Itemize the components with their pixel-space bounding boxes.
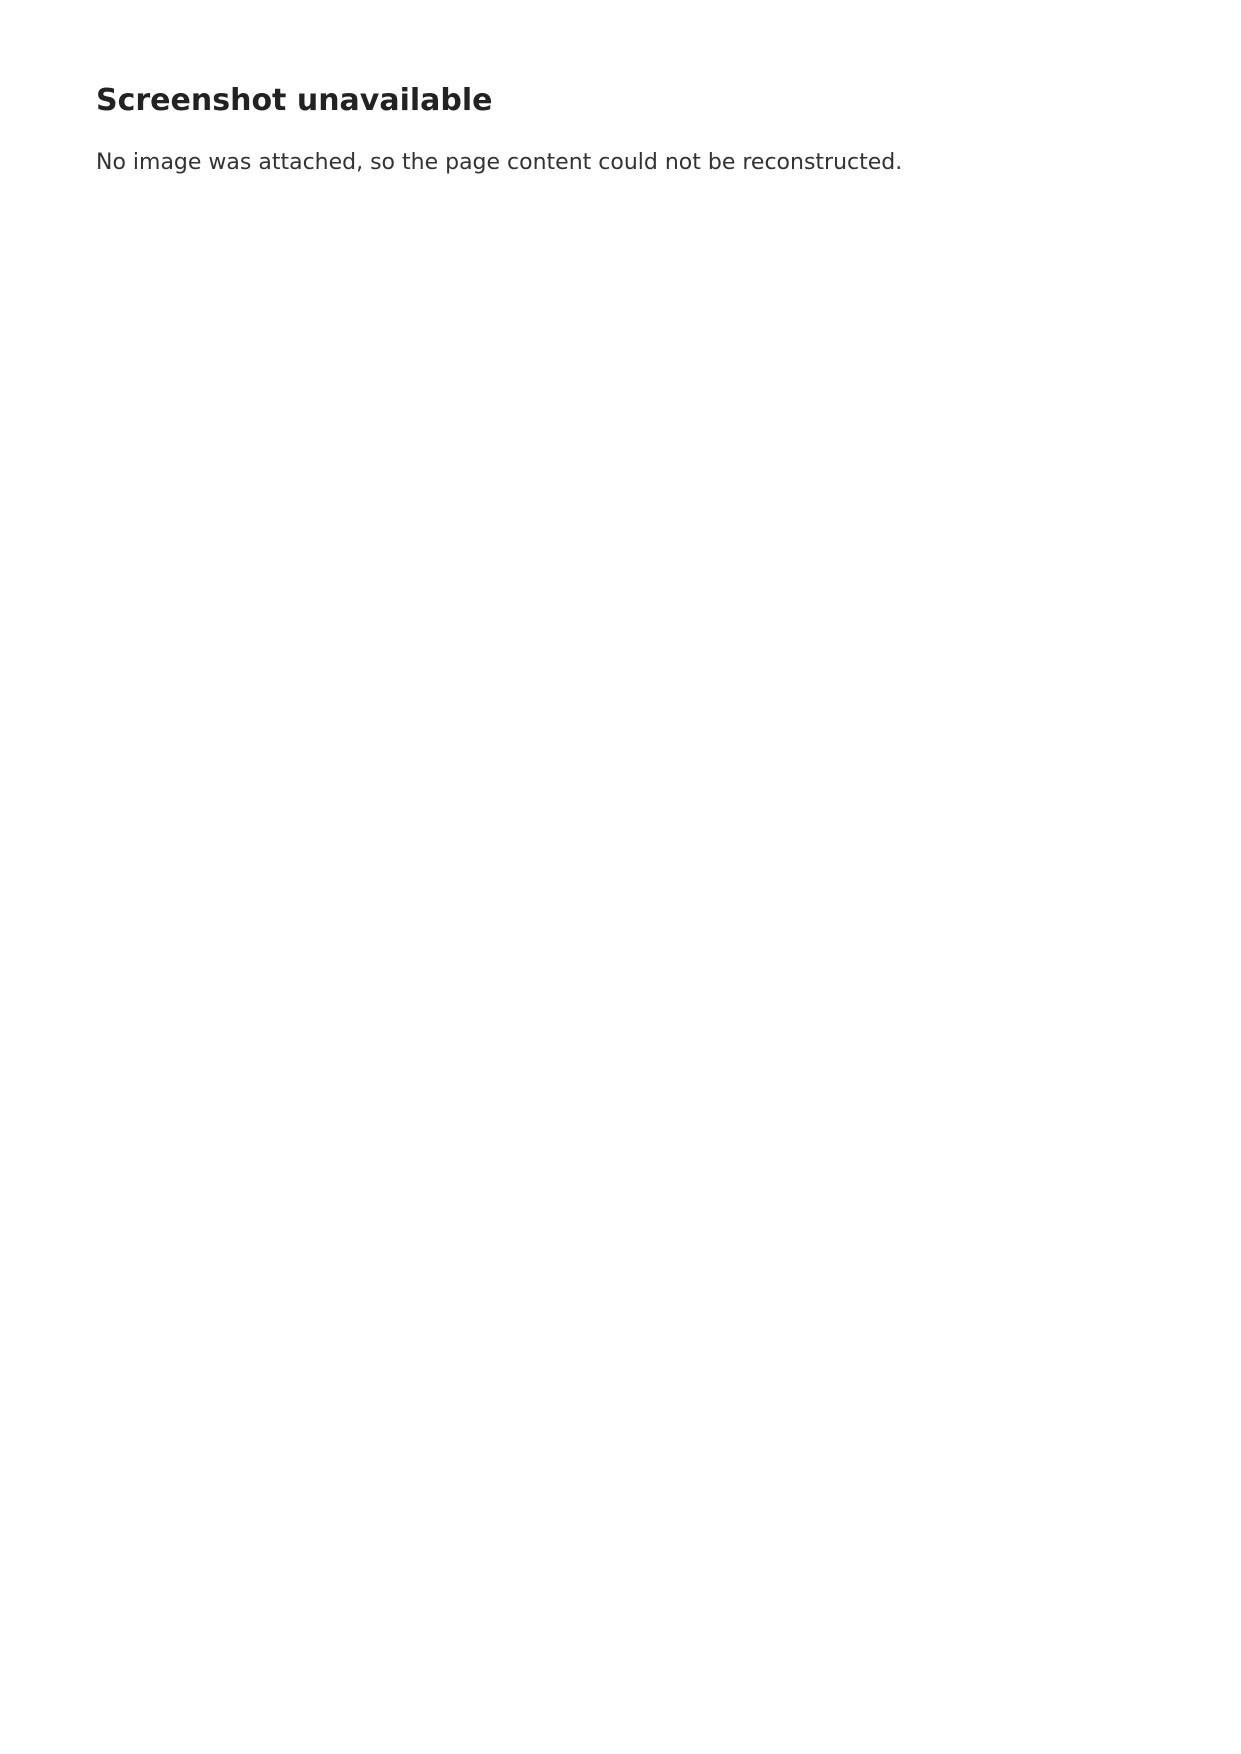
placeholder-message: No image was attached, so the page content could not be reconstructed. xyxy=(96,150,903,175)
placeholder-title: Screenshot unavailable xyxy=(96,83,493,118)
